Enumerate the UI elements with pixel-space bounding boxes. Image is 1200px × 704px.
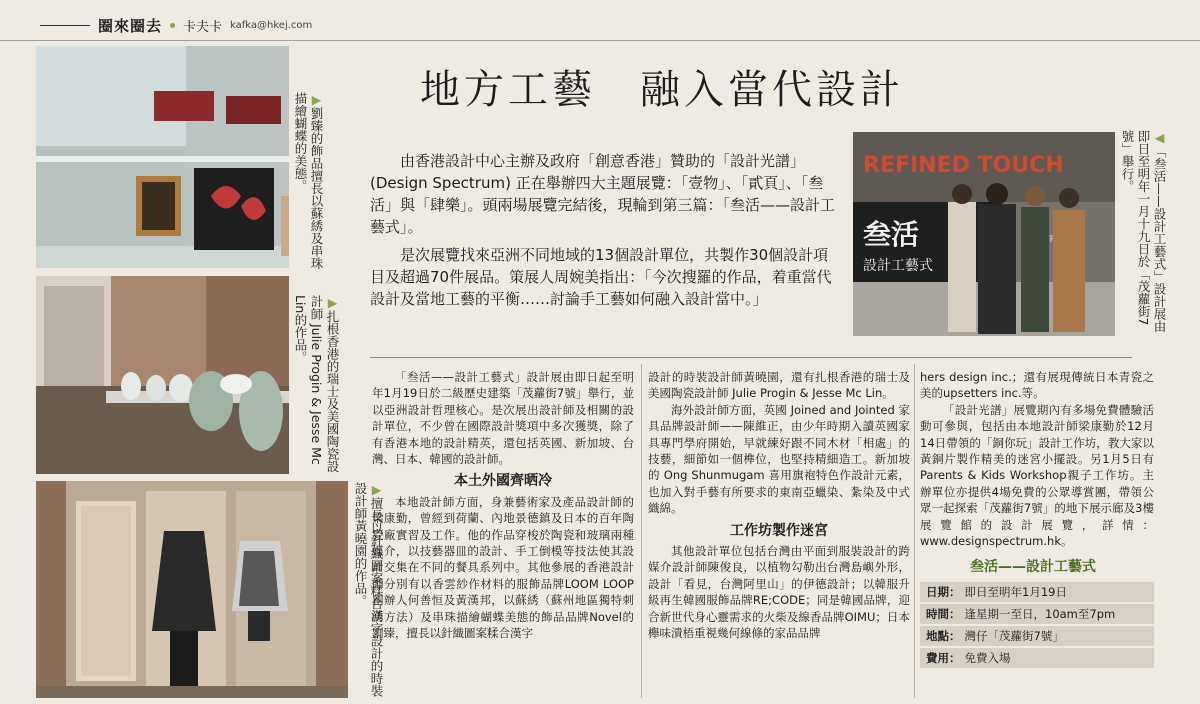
caption-arrow-icon: ▶ [309,92,324,107]
column-header [40,14,312,36]
column-name: 圈來圈去 [98,16,163,35]
bullet-dot-icon [170,23,175,28]
info-value: 免費入場 [964,651,1011,665]
lead-paragraph: 由香港設計中心主辦及政府「創意香港」贊助的「設計光譜」(Design Spectrum) 正在舉辦四大主題展覽：「壹物」、「貳頁」、「叁活」與「肆樂」。頭兩場展覽完結後，現輪到第三篇：「叁活——設計工藝式」。 [370,152,836,236]
lead-paragraph: 是次展覽找來亞洲不同地域的13個設計單位，共製作30個設計項目及超過70件展品。策展人周婉美指出：「今次搜羅的作品，着重當代設計及當地工藝的平衡……討論手工藝如何融入設計當中。」 [370,246,832,308]
caption-ceramics [292,295,340,475]
banner-text-refined-touch: REFINED TOUCH [863,153,1064,178]
body-paragraph: 設計的時裝設計師黃曉園，還有扎根香港的瑞士及美國陶瓷設計師 Julie Progin & Jesse Mc Lin。 [648,370,910,401]
body-paragraph: hers design inc.；還有展現傳統日本青瓷之美的upsetters inc.等。 [920,370,1154,401]
body-paragraph: 其他設計單位包括台灣由平面到服裝設計的跨媒介設計師陳俊良，以植物勾勒出台灣島嶼外形，設計「看見，台灣阿里山」的伊德設計；以韓服升級再生韓國服飾品牌RE;CODE；同是韓國品牌，迎合新世代身心靈需求的火柴及線香品牌OIMU；日本櫸味潰梧重視幾何線條的家品品牌 [648,544,910,641]
photo-butterfly-display [36,46,289,268]
info-row-time [920,604,1154,624]
info-value: 逢星期一至日，10am至7pm [964,607,1116,621]
caption-arrow-icon: ▶ [369,482,384,497]
info-row-fee [920,648,1154,668]
caption-text: 「叁活——設計工藝式」設計展由即日至明年一月十九日於「茂蘿街7號」舉行。 [1120,130,1167,333]
top-divider [0,40,1200,41]
banner-text-subtitle: 設計工藝式 [863,258,933,274]
photo-knitwear-exhibit [36,481,348,698]
column-divider [914,364,915,698]
lead-paragraphs [370,150,840,310]
section-divider [370,357,1132,358]
photo-group-at-exhibition [853,132,1115,336]
body-paragraph: 海外設計師方面，英國 Joined and Jointed 家具品牌設計師——陳維正，由少年時期入讀英國家具專門學府開始，早就練好跟不同木材「相處」的技藝，細節如一個榫位，也堅持精細造工。新加坡的 Ong Shunmugam 喜用旗袍特色作設計元素，也加入對手藝有所要求的東南亞蠟染、紮染及中式織綿。 [648,402,910,516]
info-row-date [920,582,1154,602]
column-divider [641,364,642,698]
caption-text: 擅長以針織圖案糅合漢字設計的時裝設計師黃曉園的作品。 [353,482,384,697]
event-info-box [920,556,1154,670]
header-rule [40,25,90,26]
body-paragraph: 「設計光譜」展覽期內有多場免費體驗活動可參與，包括由本地設計師梁康勤於12月14日帶領的「銅你玩」設計工作坊，教大家以黃銅片製作精美的迷宮小擺設。另1月5日有Parents & Kids Workshop親子工作坊。主辦單位亦提供4場免費的公眾導賞團，帶領公眾一起探索「茂蘿街7號」的地下展示廊及3樓展覽館的設計展覽，詳情：www.designspectrum.hk。 [920,402,1154,549]
info-label: 費用： [926,651,961,665]
caption-text: 劉臻的飾品擅長以蘇綉及串珠描繪蝴蝶的美態。 [293,92,324,270]
subheading: 本土外國齊晒冷 [454,473,552,490]
body-paragraph: 「叁活——設計工藝式」設計展由即日起至明年1月19日於二級歷史建築「茂蘿街7號」舉行，並以亞洲設計哲理核心。是次展出設計師及相關的設計單位，不少曾在國際設計獎項中多次獲獎，除了有香港本地的設計精英，還包括英國、新加坡、台灣、日本、韓國的設計師。 [372,370,634,467]
info-value: 即日至明年1月19日 [964,585,1067,599]
body-column-3 [920,369,1154,549]
info-row-venue [920,626,1154,646]
info-label: 地點： [926,629,961,643]
caption-text: 扎根香港的瑞士及美國陶瓷設計師 Julie Progin & Jesse Mc Lin的作品。 [293,295,340,473]
author-name: 卡夫卡 [183,19,223,35]
article-headline: 地方工藝 融入當代設計 [420,67,904,113]
author-email: kafka@hkej.com [230,19,313,31]
info-value: 灣仔「茂蘿街7號」 [964,629,1064,643]
photo-ceramics-exhibit [36,276,289,474]
info-box-title: 叁活——設計工藝式 [970,559,1096,575]
caption-arrow-icon: ▶ [325,295,340,310]
caption-arrow-icon: ◀ [1152,130,1167,145]
banner-text-sanhuo: 叁活 [863,218,920,251]
caption-exhibition [1119,130,1167,340]
body-column-2 [648,369,910,642]
body-column-1 [372,369,634,642]
caption-butterfly-jewelry [292,92,324,277]
body-paragraph: 本地設計師方面，身兼藝術家及產品設計師的梁康勤，曾經到荷蘭、內地景德鎮及日本的百年陶瓷廠實習及工作。他的作品穿梭於陶瓷和玻璃兩種媒介，以技藝器皿的設計、手工倒模等技法使其設計交集在不同的餐具系列中。其他參展的香港設計師分別有以香雲紗作材料的服飾品牌LOOM LOOP創辦人何善恒及黃漢邦，以蘇綉（蘇州地區獨特刺綉方法）及串珠描繪蝴蝶美態的飾品品牌Novel的劉臻，擅長以針織圖案糅合漢字 [372,494,634,641]
info-label: 日期： [926,585,961,599]
info-label: 時間： [926,607,961,621]
subheading: 工作坊製作迷宮 [730,522,828,539]
